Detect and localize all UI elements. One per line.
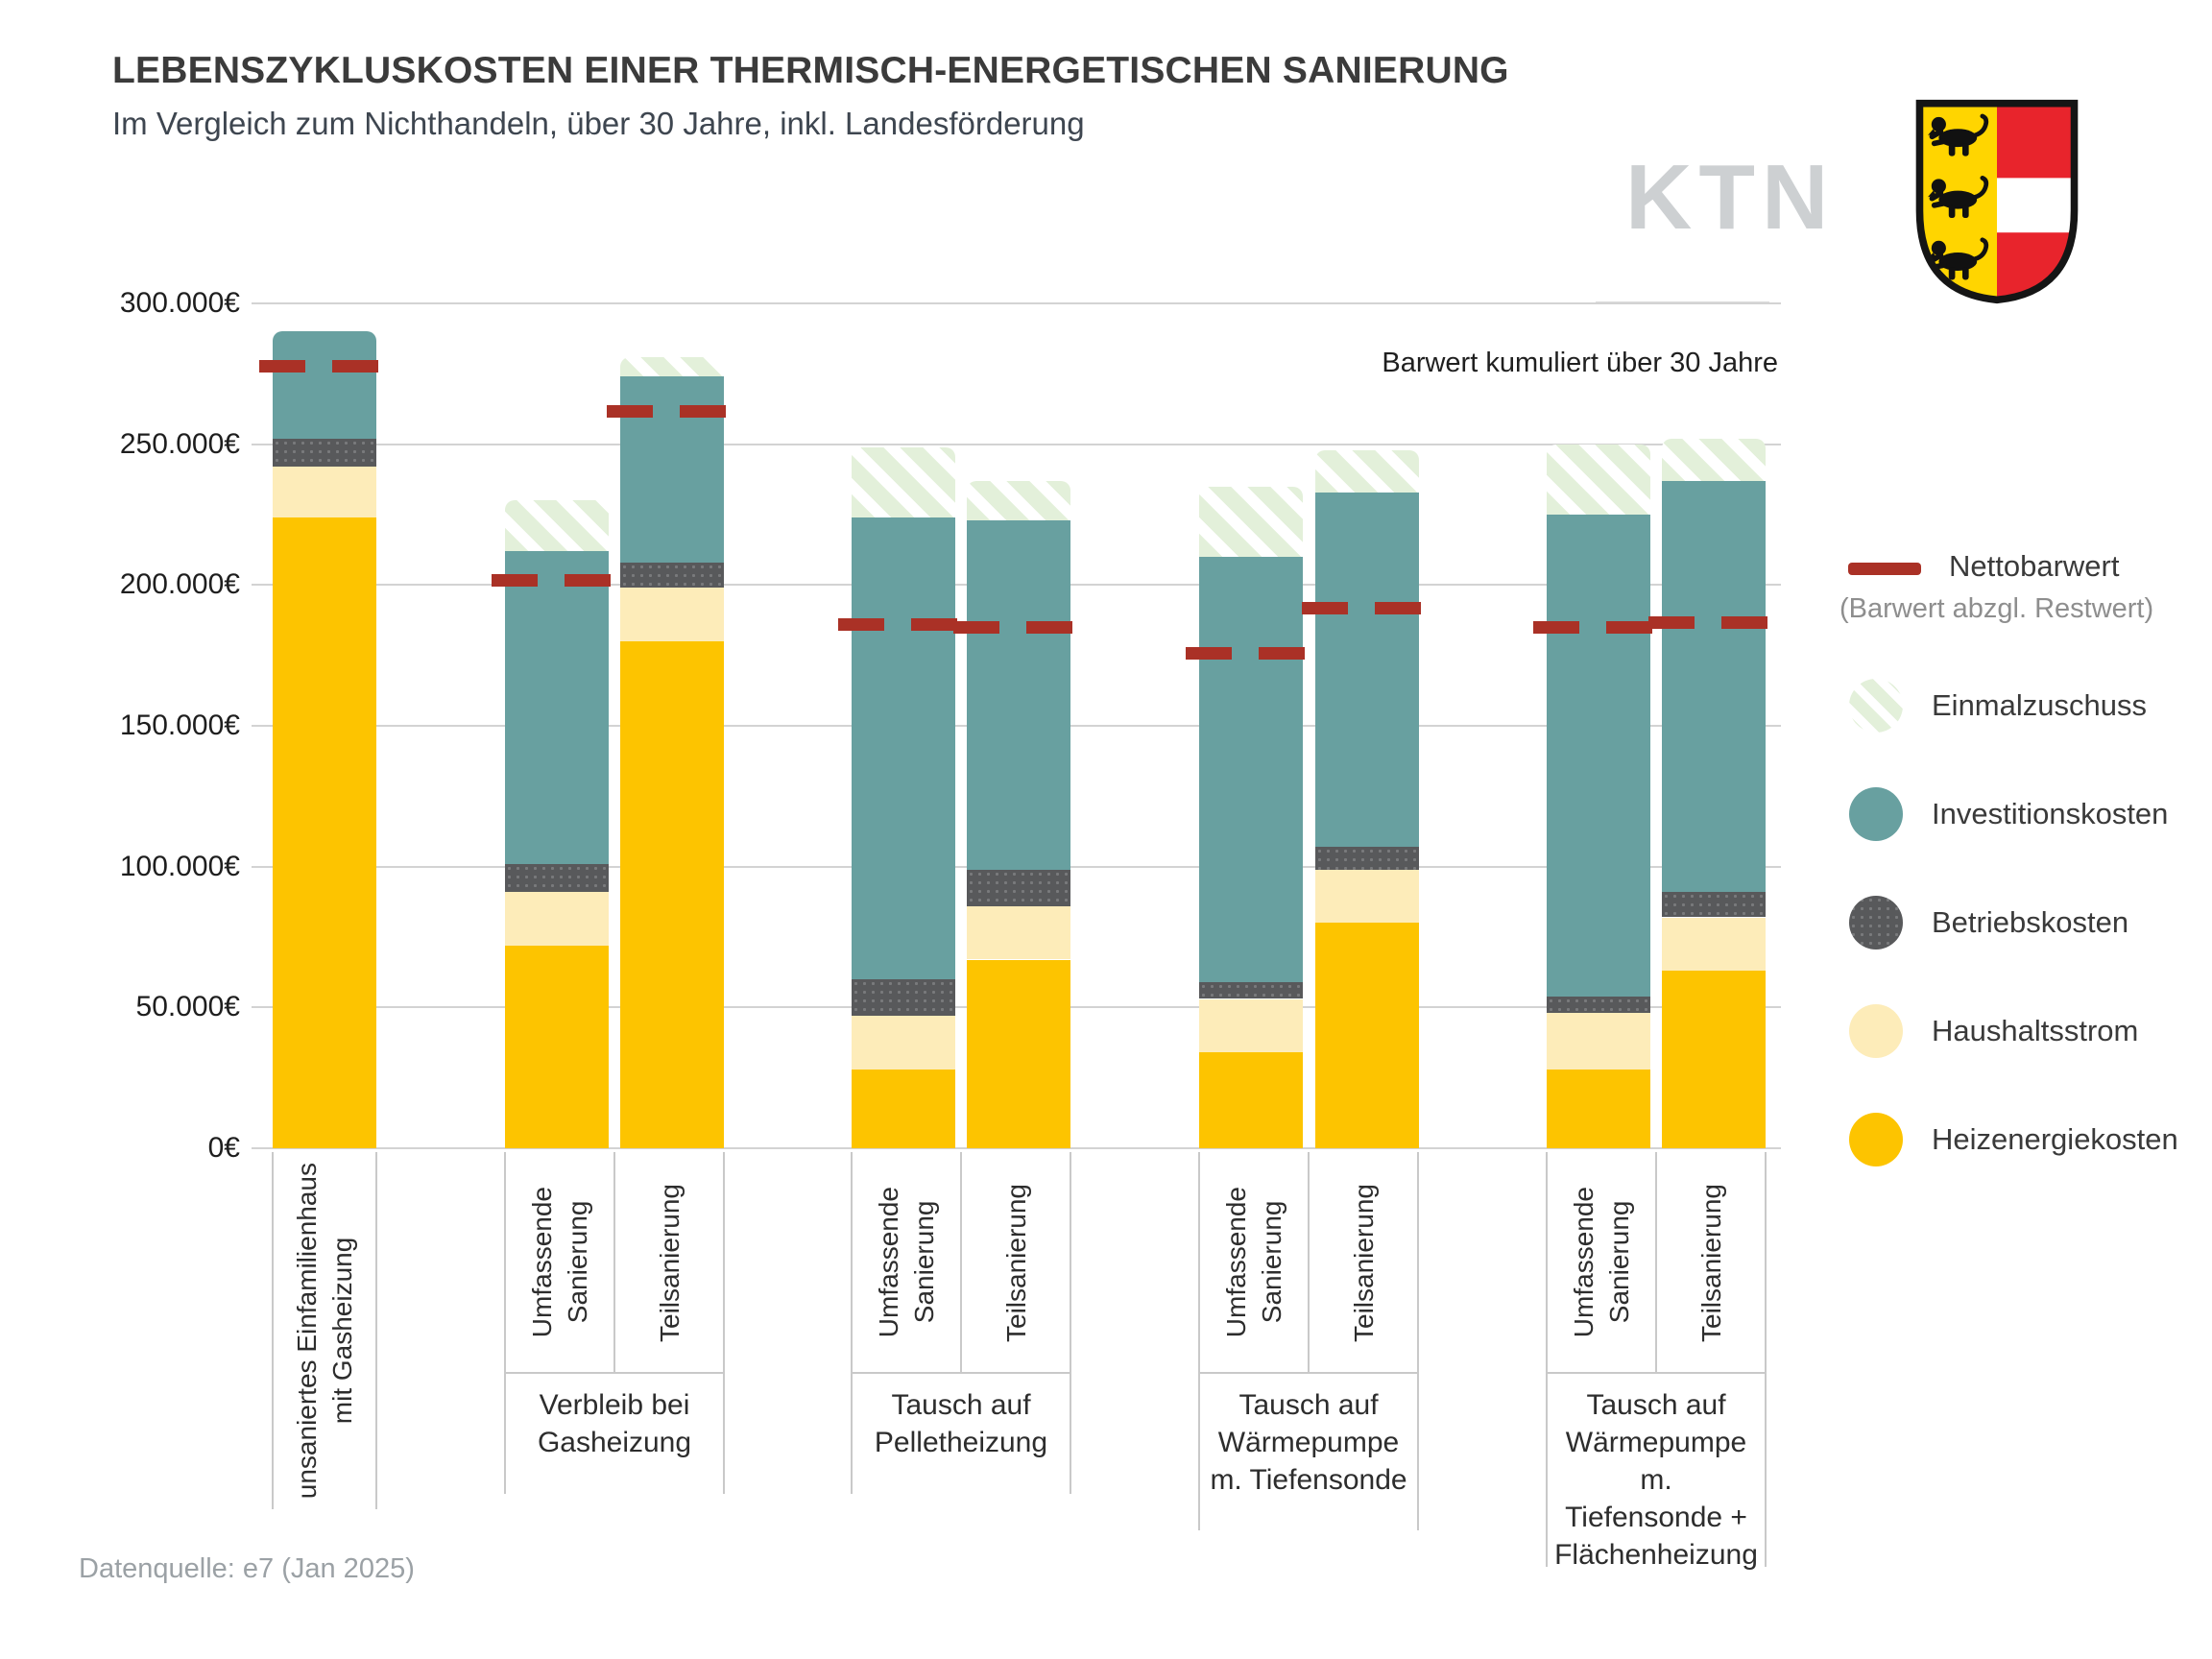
bar-segment-investitionskosten <box>1547 515 1650 997</box>
legend-swatch-heizenergiekosten-icon <box>1849 1113 1903 1166</box>
x-axis-bar-label <box>852 1152 961 1373</box>
nettobarwert-line <box>1648 616 1779 629</box>
nettobarwert-line <box>953 621 1084 634</box>
bar-segment-betriebskosten <box>1547 997 1650 1014</box>
x-axis-group-label: Tausch auf Wärmepumpe m. Tiefensonde + Flächenheizung <box>1554 1389 1758 1571</box>
bar-segment-haushaltsstrom <box>967 906 1070 960</box>
x-axis-group-label: Tausch auf Wärmepumpe m. Tiefensonde <box>1210 1389 1407 1496</box>
legend-label-heizenergiekosten: Heizenergiekosten <box>1932 1122 2178 1156</box>
legend-item-heizenergiekosten <box>1849 1113 2178 1166</box>
bar-segment-haushaltsstrom <box>852 1016 955 1070</box>
bar-segment-heizenergiekosten <box>505 946 609 1148</box>
bar-label-text: Teilsanierung <box>1348 1183 1379 1342</box>
bar-segment-betriebskosten <box>1199 982 1303 999</box>
bar-segment-heizenergiekosten <box>852 1070 955 1148</box>
y-axis-tick-label: 150.000€ <box>119 709 240 741</box>
legend-item-betriebskosten <box>1849 896 2178 950</box>
page-title: LEBENSZYKLUSKOSTEN EINER THERMISCH-ENERGETISCHEN SANIERUNG <box>112 50 1509 91</box>
chart-annotation: Barwert kumuliert über 30 Jahre <box>1382 348 1778 378</box>
legend-nettobarwert-sublabel: (Barwert abzgl. Restwert) <box>1839 593 2154 624</box>
x-axis-group-label: Tausch auf Pelletheizung <box>874 1389 1048 1458</box>
bar-segment-haushaltsstrom <box>1547 1013 1650 1070</box>
bar-segment-betriebskosten <box>620 563 724 588</box>
bar-segment-betriebskosten <box>967 870 1070 906</box>
bar-segment-einmalzuschuss <box>852 447 955 517</box>
bar-label-text: Teilsanierung <box>654 1183 685 1342</box>
legend-label-betriebskosten: Betriebskosten <box>1932 905 2129 939</box>
bar-segment-betriebskosten <box>1662 892 1766 917</box>
x-axis-bar-label <box>273 1152 376 1509</box>
legend <box>1849 679 2178 1166</box>
bar-segment-haushaltsstrom <box>505 892 609 946</box>
nettobarwert-line <box>1186 647 1316 660</box>
x-axis-bar-label <box>1656 1152 1766 1373</box>
bar-segment-betriebskosten <box>505 864 609 892</box>
x-axis-group-label: Verbleib bei Gasheizung <box>537 1389 692 1458</box>
x-axis-bar-label <box>961 1152 1070 1373</box>
x-axis-bar-label <box>1309 1152 1418 1373</box>
bar-label-text: Teilsanierung <box>1695 1183 1726 1342</box>
legend-label-einmalzuschuss: Einmalzuschuss <box>1932 688 2147 722</box>
ktn-watermark: KTN <box>1625 146 1836 249</box>
y-axis-tick-label: 300.000€ <box>119 286 240 319</box>
bar-segment-betriebskosten <box>273 439 376 467</box>
bar-segment-einmalzuschuss <box>620 357 724 377</box>
legend-swatch-betriebskosten-icon <box>1849 896 1903 950</box>
bar-segment-heizenergiekosten <box>620 641 724 1148</box>
y-axis-tick-label: 0€ <box>207 1132 240 1164</box>
y-axis-tick-label: 50.000€ <box>135 991 240 1023</box>
bar-segment-betriebskosten <box>852 979 955 1016</box>
bar-segment-betriebskosten <box>1315 847 1419 870</box>
bar-segment-heizenergiekosten <box>1199 1052 1303 1148</box>
nettobarwert-line <box>838 618 969 631</box>
x-axis-bar-label <box>1199 1152 1309 1373</box>
y-axis-tick-label: 200.000€ <box>119 568 240 601</box>
x-axis-bar-label <box>614 1152 724 1373</box>
bar-segment-heizenergiekosten <box>1547 1070 1650 1148</box>
bar-segment-investitionskosten <box>852 517 955 979</box>
legend-swatch-einmalzuschuss-icon <box>1849 679 1903 733</box>
y-axis-tick-label: 250.000€ <box>119 427 240 460</box>
bar-segment-einmalzuschuss <box>505 500 609 551</box>
bar-segment-investitionskosten <box>1315 493 1419 848</box>
bar-segment-einmalzuschuss <box>1199 487 1303 557</box>
legend-item-haushaltsstrom <box>1849 1004 2178 1058</box>
bar-segment-einmalzuschuss <box>1315 450 1419 493</box>
bar-segment-haushaltsstrom <box>1662 918 1766 972</box>
legend-label-investitionskosten: Investitionskosten <box>1932 797 2169 830</box>
bar-label-text: Teilsanierung <box>1000 1183 1031 1342</box>
nettobarwert-line <box>492 574 622 587</box>
legend-item-einmalzuschuss <box>1849 679 2178 733</box>
bar-segment-investitionskosten <box>967 520 1070 870</box>
legend-item-investitionskosten <box>1849 787 2178 841</box>
bar-segment-investitionskosten <box>1662 481 1766 892</box>
legend-swatch-investitionskosten-icon <box>1849 787 1903 841</box>
bar-segment-einmalzuschuss <box>967 481 1070 520</box>
bar-segment-haushaltsstrom <box>1315 870 1419 924</box>
bar-segment-heizenergiekosten <box>273 517 376 1148</box>
bar-segment-heizenergiekosten <box>1662 971 1766 1148</box>
bar-label-text: Umfassende Sanierung <box>527 1187 592 1338</box>
x-axis-bar-label <box>505 1152 614 1373</box>
bar-segment-heizenergiekosten <box>967 960 1070 1149</box>
bar-label-text: Umfassende Sanierung <box>874 1187 939 1338</box>
nettobarwert-line <box>1302 602 1432 614</box>
page-subtitle: Im Vergleich zum Nichthandeln, über 30 Jahre, inkl. Landesförderung <box>112 106 1085 141</box>
bar-segment-investitionskosten <box>505 551 609 864</box>
bar-segment-haushaltsstrom <box>1199 999 1303 1053</box>
bar-label-text: unsaniertes Einfamilienhaus mit Gasheizung <box>292 1162 357 1500</box>
bar-segment-haushaltsstrom <box>273 467 376 517</box>
bar-label-text: Umfassende Sanierung <box>1221 1187 1286 1338</box>
bar-segment-einmalzuschuss <box>1547 445 1650 515</box>
legend-nettobarwert-label: Nettobarwert <box>1949 549 2120 583</box>
bar-segment-investitionskosten <box>273 331 376 439</box>
nettobarwert-line <box>259 360 390 373</box>
bar-segment-einmalzuschuss <box>1662 439 1766 481</box>
carinthia-coat-of-arms-icon <box>1911 94 2083 309</box>
bar-label-text: Umfassende Sanierung <box>1569 1187 1634 1338</box>
gridline-300000 <box>252 302 1781 304</box>
bar-segment-haushaltsstrom <box>620 588 724 641</box>
y-axis-tick-label: 100.000€ <box>119 850 240 882</box>
legend-nettobarwert-dash-icon <box>1848 563 1921 575</box>
nettobarwert-line <box>607 405 737 418</box>
bar-segment-investitionskosten <box>1199 557 1303 982</box>
nettobarwert-line <box>1533 621 1664 634</box>
bar-segment-heizenergiekosten <box>1315 923 1419 1148</box>
data-source-note: Datenquelle: e7 (Jan 2025) <box>79 1553 415 1584</box>
legend-swatch-haushaltsstrom-icon <box>1849 1004 1903 1058</box>
x-axis-bar-label <box>1547 1152 1656 1373</box>
legend-label-haushaltsstrom: Haushaltsstrom <box>1932 1014 2139 1047</box>
